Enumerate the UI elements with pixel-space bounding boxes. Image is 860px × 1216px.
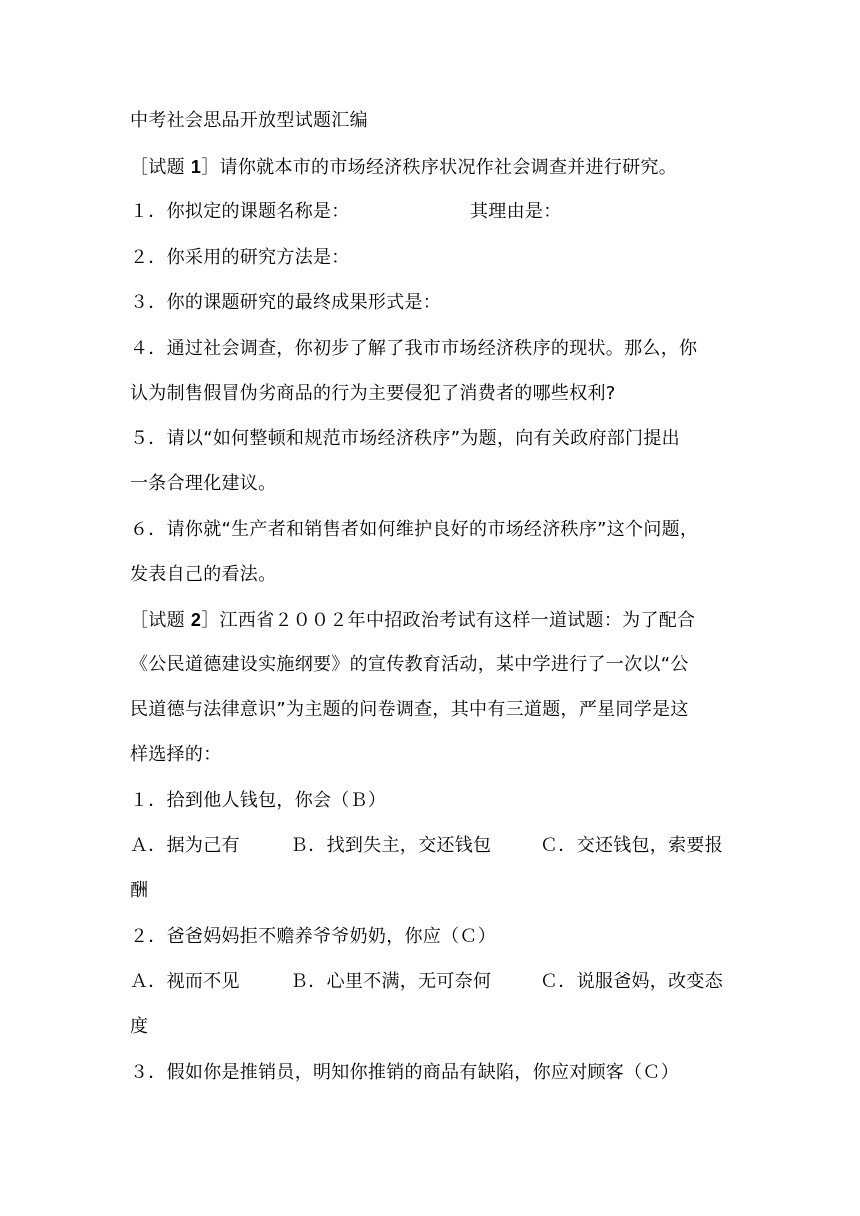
- survey-question-2: ２．爸爸妈妈拒不赡养爷爷奶奶，你应（Ｃ）: [130, 925, 496, 947]
- question-1-item-2: ２．你采用的研究方法是：: [130, 246, 350, 268]
- question-2-tag: ［试题 2］: [130, 610, 220, 631]
- survey-question-1-option-c-wrap: 酬: [130, 880, 149, 901]
- survey-question-1-options: [130, 835, 735, 857]
- question-1-item-3: ３．你的课题研究的最终成果形式是：: [130, 292, 442, 313]
- question-1-item-6-line-2: 发表自己的看法。: [130, 563, 277, 585]
- question-2-intro-line-1: ［试题 2］江西省２００２年中招政治考试有这样一道试题：为了配合: [130, 610, 696, 631]
- option-a: Ａ．视而不见: [130, 971, 240, 992]
- question-2-intro-line-2: 《公民道德建设实施纲要》的宣传教育活动，某中学进行了一次以“公: [130, 654, 689, 675]
- question-2-intro-line-3: 民道德与法律意识”为主题的问卷调查，其中有三道题，严星同学是这: [130, 699, 689, 720]
- document-title: 中考社会思品开放型试题汇编: [130, 110, 368, 131]
- survey-question-2-option-c-wrap: 度: [130, 1016, 149, 1037]
- survey-question-2-options: [130, 971, 735, 993]
- question-1-item-1: １．你拟定的课题名称是： 其理由是：: [130, 201, 562, 222]
- option-a: Ａ．据为己有: [130, 835, 240, 856]
- question-1-item-6-line-1: ６．请你就“生产者和销售者如何维护良好的市场经济秩序”这个问题，: [130, 518, 699, 540]
- survey-question-1: １．拾到他人钱包，你会（Ｂ）: [130, 789, 387, 811]
- document-page: [130, 110, 735, 1084]
- question-1-item-5-line-1: ５．请以“如何整顿和规范市场经济秩序”为题，向有关政府部门提出: [130, 428, 680, 449]
- question-1-intro-text: 请你就本市的市场经济秩序状况作社会调查并进行研究。: [219, 156, 678, 178]
- question-1-item-5-line-2: 一条合理化建议。: [130, 473, 277, 494]
- option-b: Ｂ．找到失主，交还钱包: [290, 835, 492, 856]
- question-1-intro: [130, 156, 735, 178]
- question-1-item-4-line-1: ４．通过社会调查，你初步了解了我市市场经济秩序的现状。那么，你: [130, 337, 698, 359]
- question-2-intro-line-4: 样选择的：: [130, 744, 222, 765]
- option-c: Ｃ．交还钱包，索要报: [540, 835, 723, 856]
- survey-question-3: ３．假如你是推销员，明知你推销的商品有缺陷，你应对顾客（Ｃ）: [130, 1061, 679, 1083]
- option-b: Ｂ．心里不满，无可奈何: [290, 971, 492, 992]
- question-1-item-4-line-2: 认为制售假冒伪劣商品的行为主要侵犯了消费者的哪些权利?: [130, 382, 616, 404]
- question-1-tag: ［试题 1］: [130, 156, 220, 178]
- option-c: Ｃ．说服爸妈，改变态: [540, 971, 723, 992]
